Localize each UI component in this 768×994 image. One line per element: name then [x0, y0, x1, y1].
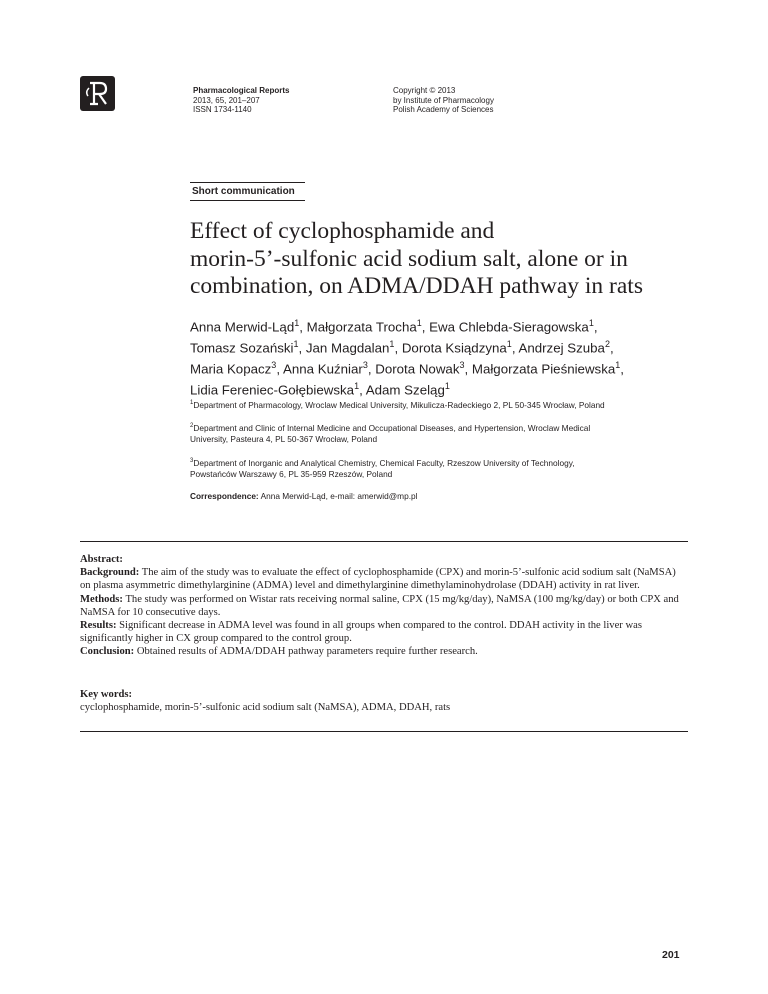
abstract-background: Background: The aim of the study was to evaluate the effect of cyclophosphamide (CPX) and morin-5’-sulfonic acid sodium salt (NaMSA) on plasma asymmetric dimethylarginine (ADMA) level and dimethylarginine dimethylaminohydrolase (DDAH) activity in rat liver. — [80, 567, 676, 592]
affiliation-text: Department and Clinic of Internal Medicine and Occupational Diseases, and Hypertension, Wroclaw Medical — [193, 422, 591, 433]
journal-issn: ISSN 1734-1140 — [193, 105, 252, 114]
journal-logo — [80, 76, 115, 111]
author-name: Dorota Nowak — [375, 361, 460, 377]
affiliation-text: Powstańców Warszawy 6, PL 35-959 Rzeszów, Poland — [190, 468, 393, 479]
section-rule-bottom — [190, 200, 305, 201]
title-line: Effect of cyclophosphamide and — [190, 218, 495, 244]
affiliation — [190, 456, 710, 480]
correspondence — [190, 491, 417, 501]
keywords-text: cyclophosphamide, morin-5’-sulfonic acid sodium salt (NaMSA), ADMA, DDAH, rats — [80, 702, 451, 714]
article-title — [190, 218, 730, 301]
author-affiliation-index: 1 — [293, 338, 299, 349]
abstract-methods: Methods: The study was performed on Wistar rats receiving normal saline, CPX (15 mg/kg/day), NaMSA (100 mg/kg/day) or both CPX and NaMSA for 10 consecutive days. — [80, 593, 679, 618]
author-name: Jan Magdalan — [305, 340, 390, 356]
author-name: Tomasz Sozański — [190, 340, 294, 356]
author-affiliation-index: 3 — [362, 359, 368, 370]
copyright-line: Copyright © 2013 — [393, 86, 456, 95]
author-affiliation-index: 1 — [506, 338, 512, 349]
abstract-results: Results: Significant decrease in ADMA level was found in all groups when compared to the control. DDAH activity in the liver was significantly higher in CX group compared to the control group. — [80, 620, 642, 645]
author-name: Dorota Ksiądzyna — [401, 340, 507, 356]
author-affiliation-index: 1 — [389, 338, 395, 349]
author-line: Lidia Fereniec-Gołębiewska$^1$, Adam Szeląg$^1$ — [190, 380, 450, 398]
author-affiliation-index: 1 — [444, 380, 450, 391]
correspondence-text: Anna Merwid-Ląd, e-mail: amerwid@mp.pl — [260, 491, 418, 501]
author-line: Maria Kopacz$^3$, Anna Kuźniar$^3$, Dorota Nowak$^3$, Małgorzata Pieśniewska$^1$, — [190, 359, 624, 377]
affiliation — [190, 398, 710, 411]
author-name: Andrzej Szuba — [518, 340, 605, 356]
journal-title: Pharmacological Reports — [193, 86, 290, 95]
journal-info — [193, 86, 289, 115]
title-line: morin-5’-sulfonic acid sodium salt, alone or in — [190, 245, 628, 272]
author-name: Ewa Chlebda-Sieragowska — [429, 319, 589, 335]
author-name: Adam Szeląg — [365, 382, 445, 398]
author-affiliation-index: 1 — [615, 359, 621, 370]
affiliation-text: University, Pasteura 4, PL 50-367 Wrocław, Poland — [190, 433, 378, 444]
journal-issue: 2013, 65, 201–207 — [193, 95, 260, 105]
author-affiliation-index: 1 — [294, 318, 300, 328]
copyright-line: Polish Academy of Sciences — [393, 105, 494, 114]
correspondence-label: Correspondence: — [190, 491, 259, 501]
author-name: Anna Kuźniar — [282, 361, 363, 377]
author-affiliation-index: 2 — [604, 338, 610, 349]
author-list — [190, 315, 730, 399]
author-name: Małgorzata Pieśniewska — [471, 361, 616, 377]
author-name: Anna Merwid-Ląd — [190, 319, 295, 335]
affiliation-text: Department of Pharmacology, Wroclaw Medical University, Mikulicza-Radeckiego 2, PL 50-345 Wrocław, Poland — [193, 399, 605, 410]
abstract-rule-bottom — [80, 731, 688, 732]
abstract — [80, 553, 688, 659]
affiliation-index: 2 — [190, 423, 194, 429]
section-label: Short communication — [192, 186, 295, 197]
author-affiliation-index: 1 — [588, 318, 594, 328]
title-line: combination, on ADMA/DDAH pathway in rats — [190, 273, 643, 299]
keywords — [80, 688, 688, 714]
author-affiliation-index: 3 — [459, 359, 465, 370]
abstract-heading: Abstract: — [80, 554, 123, 565]
affiliation-index: 3 — [190, 458, 194, 464]
copyright-line: by Institute of Pharmacology — [393, 95, 494, 105]
author-name: Lidia Fereniec-Gołębiewska — [190, 382, 355, 398]
author-affiliation-index: 1 — [354, 380, 360, 391]
affiliation — [190, 421, 710, 445]
author-name: Małgorzata Trocha — [306, 319, 417, 335]
affiliation-index: 1 — [190, 400, 194, 406]
abstract-conclusion: Conclusion: Obtained results of ADMA/DDAH pathway parameters require further research. — [80, 646, 478, 658]
author-affiliation-index: 1 — [416, 318, 422, 328]
keywords-heading: Key words: — [80, 689, 133, 700]
copyright-info — [393, 86, 494, 115]
page-number: 201 — [662, 949, 680, 961]
author-name: Maria Kopacz — [190, 361, 272, 377]
abstract-rule-top — [80, 541, 688, 542]
author-line: Tomasz Sozański$^1$, Jan Magdalan$^1$, Dorota Ksiądzyna$^1$, Andrzej Szuba$^2$, — [190, 338, 614, 356]
section-rule-top — [190, 182, 305, 183]
affiliation-text: Department of Inorganic and Analytical Chemistry, Chemical Faculty, Rzeszow University of Technology, — [193, 457, 575, 468]
author-line: Anna Merwid-Ląd$^1$, Małgorzata Trocha$^1$, Ewa Chlebda-Sieragowska$^1$, — [190, 318, 598, 335]
author-affiliation-index: 3 — [271, 359, 277, 370]
